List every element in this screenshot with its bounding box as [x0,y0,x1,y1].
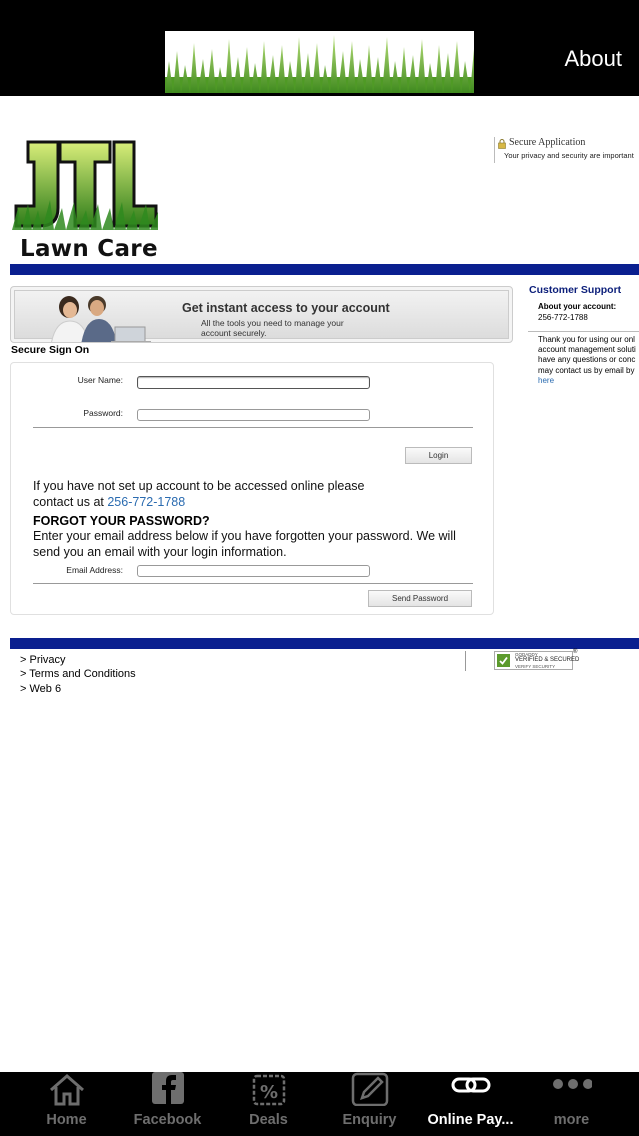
password-input[interactable] [137,409,370,421]
about-button[interactable]: About [564,46,622,71]
access-banner [10,286,513,343]
username-label: User Name: [77,375,123,385]
support-thanks-line: account management soluti [538,345,636,355]
email-divider [33,583,473,584]
enquiry-icon [350,1072,390,1106]
email-input[interactable] [137,565,370,577]
people-at-laptop-image [39,293,154,343]
username-input[interactable] [137,376,370,389]
support-here-link[interactable]: here [538,375,555,385]
registered-mark: ® [573,649,578,655]
forgot-password-heading: FORGOT YOUR PASSWORD? [33,514,210,528]
support-divider [528,331,639,332]
secure-app-subtitle: Your privacy and security are important [504,151,634,160]
link-icon [451,1072,491,1106]
terms-link[interactable]: > Terms and Conditions [20,668,136,681]
login-button[interactable]: Login [405,447,472,464]
deals-icon [249,1072,289,1106]
top-header [0,0,639,96]
banner-title: Get instant access to your account [182,301,390,315]
bottom-tab-bar [0,1072,639,1136]
tab-deals-label: Deals [249,1112,288,1128]
verified-secured-seal[interactable] [494,651,580,670]
home-icon [47,1072,87,1106]
tab-more[interactable] [521,1072,622,1136]
tab-facebook-label: Facebook [133,1112,202,1128]
tab-deals[interactable] [218,1072,319,1136]
online-access-text: If you have not set up account to be accessed online please contact us at [33,479,365,509]
contact-phone-link[interactable]: 256-772-1788 [107,494,186,509]
support-thanks-line: have any questions or conc [538,355,636,365]
send-password-button[interactable]: Send Password [368,590,472,607]
tab-home[interactable] [16,1072,117,1136]
tab-more-label: more [553,1112,590,1128]
customer-support-heading: Customer Support [529,284,622,296]
support-phone: 256-772-1788 [538,313,588,322]
more-icon [552,1072,592,1106]
lock-icon [498,139,506,149]
tab-enquiry-label: Enquiry [342,1112,397,1128]
footer-divider-bar [10,638,639,649]
about-account-label: About your account: [538,302,617,311]
secure-application-badge [494,137,639,163]
logo-tagline: Lawn Care [20,236,158,262]
secure-sign-on-heading: Secure Sign On [11,344,90,356]
footer-links [20,653,136,696]
header-divider-bar [10,264,639,275]
grass-banner-image [165,31,474,93]
tab-home-label: Home [46,1112,87,1128]
web6-link[interactable]: > Web 6 [20,682,62,695]
password-label: Password: [83,408,123,418]
tab-online-payment[interactable] [420,1072,521,1136]
tab-facebook[interactable] [117,1072,218,1136]
seal-top-text: GODADDY [515,652,538,657]
form-divider [33,427,473,428]
footer-vertical-divider [465,651,466,671]
online-access-info [33,479,383,510]
tab-online-payment-label: Online Pay... [427,1112,514,1128]
seal-main-text: VERIFIED & SECURED [515,657,580,663]
secure-app-title: Secure Application [509,137,586,148]
privacy-link[interactable]: > Privacy [20,654,66,666]
forgot-password-text: Enter your email address below if you have forgotten your password. We will send you an email with your login information. [33,529,456,559]
support-thanks-line: Thank you for using our onl [538,335,635,344]
support-thanks-text [538,335,639,386]
banner-subtitle: All the tools you need to manage your account securely. [201,318,344,338]
checkmark-icon [497,654,510,667]
svg-text:%: % [259,1082,278,1103]
seal-bottom-text: VERIFY SECURITY [515,664,556,669]
email-label: Email Address: [66,565,123,575]
support-thanks-line: may contact us by email by [538,365,635,375]
sign-on-form [10,362,494,615]
facebook-icon [148,1072,188,1106]
tab-enquiry[interactable] [319,1072,420,1136]
